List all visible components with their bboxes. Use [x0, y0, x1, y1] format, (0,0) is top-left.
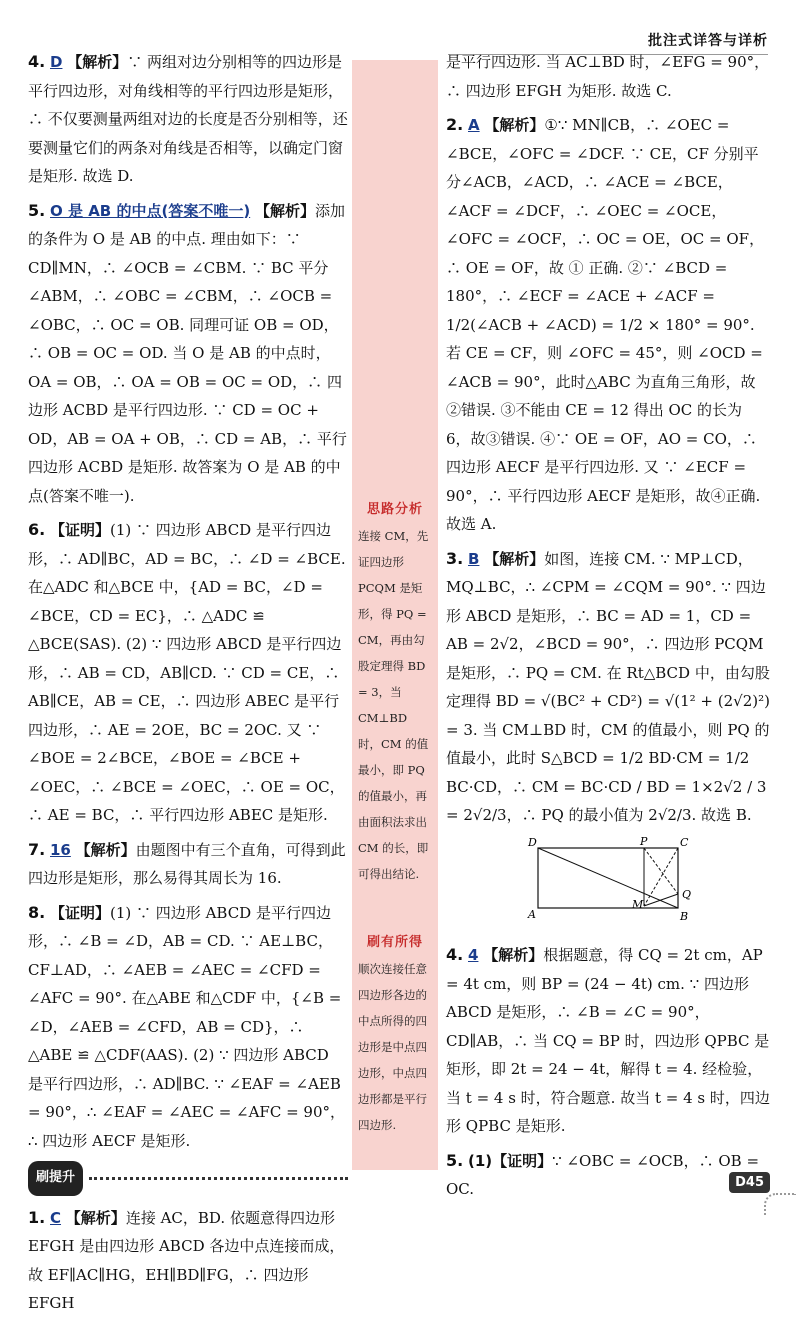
right-column	[446, 48, 770, 1210]
side-note-text: 连接 CM，先证四边形 PCQM 是矩形，得 PQ = CM，再由勾股定理得 BD = 3，当 CM⊥BD 时，CM 的值最小，即 PQ 的值最小，再由面积法求出 CM 的长，即可得出结论.	[358, 529, 429, 881]
page-number: D45	[729, 1172, 770, 1193]
question-item	[446, 1147, 770, 1204]
question-item	[446, 111, 770, 539]
corner-decoration	[764, 1193, 796, 1215]
label-C: C	[680, 835, 689, 849]
explanation-tag: 【解析】	[67, 53, 128, 71]
explanation-tag: 【解析】	[484, 549, 545, 568]
explanation-tag: 【证明】	[50, 903, 111, 922]
explanation-text: 如图，连接 CM. ∵ MP⊥CD，MQ⊥BC，∴ ∠CPM = ∠CQM = 90°. ∵ 四边形 ABCD 是矩形，∴ BC = AD = 1，CD = AB = 2√2，∠BCD = 90°，∴ 四边形 PCQM 是矩形，∴ PQ = CM. 在 Rt△BCD 中，由勾股定理得 BD = √(BC² + CD²) = √(1² + (2√2)²) = 3. 当 CM⊥BD 时，CM 的值最小，则 PQ 的值最小，此时 S△BCD = 1/2 BD·CM = 1/2 BC·CD，∴ CM = BC·CD / BD = 1×2√2 / 3 = 2√2/3，∴ PQ 的最小值为 2√2/3. 故选 B.	[446, 549, 770, 824]
question-item	[28, 197, 348, 511]
question-number: 8.	[28, 902, 46, 922]
label-P: P	[640, 835, 648, 848]
answer-choice: 16	[50, 840, 71, 859]
explanation-tag: 【解析】	[254, 201, 315, 220]
answer-choice: D	[50, 53, 63, 71]
label-M: M	[632, 897, 644, 911]
question-item	[446, 48, 770, 105]
question-item	[28, 899, 348, 1156]
explanation-text: ①∵ MN∥CB，∴ ∠OEC = ∠BCE，∠OFC = ∠DCF. ∵ CE，CF 分别平分∠ACB，∠ACD，∴ ∠ACE = ∠BCE，∠ACF = ∠DCF，∴ ∠OEC = ∠OCE，∠OFC = ∠OCF，∴ OC = OE，OC = OF，∴ OE = OF，故 ① 正确. ②∵ ∠BCD = 180°，∴ ∠ECF = ∠ACE + ∠ACF = 1/2(∠ACB + ∠ACD) = 1/2 × 180° = 90°. 若 CE = CF，则 ∠OFC = 45°，则 ∠OCD = ∠ACB = 90°，此时△ABC 为直角三角形，故②错误. ③不能由 CE = 12 得出 OC 的长为 6，故③错误. ④∵ OE = OF，AO = CO，∴ 四边形 AECF 是平行四边形. 又 ∵ ∠ECF = 90°，∴ 平行四边形 AECF 是矩形，故④正确. 故选 A.	[446, 116, 765, 533]
question-number: 7.	[28, 839, 46, 859]
explanation-text: 连接 AC，BD. 依题意得四边形 EFGH 是由四边形 ABCD 各边中点连接而成，故 EF∥AC∥HG，EH∥BD∥FG，∴ 四边形 EFGH	[28, 1208, 345, 1312]
explanation-text: 根据题意，得 CQ = 2t cm，AP = 4t cm，则 BP = (24 − 4t) cm. ∵ 四边形 ABCD 是矩形，∴ ∠B = ∠C = 90°，CD∥AB，∴ 当 CQ = BP 时，四边形 QPBC 是矩形，即 2t = 24 − 4t，解得 t = 4. 经检验，当 t = 4 s 时，符合题意. 故当 t = 4 s 时，四边形 QPBC 是矩形.	[446, 946, 770, 1135]
side-notes-strip	[352, 60, 438, 1170]
question-item	[28, 1204, 348, 1318]
question-number: 5.	[446, 1150, 464, 1170]
label-B: B	[680, 909, 689, 923]
explanation-text: (1) ∵ 四边形 ABCD 是平行四边形，∴ ∠B = ∠D，AB = CD. ∵ AE⊥BC，CF⊥AD，∴ ∠AEB = ∠AEC = ∠CFD = ∠AFC = 90°. 在△ABE 和△CDF 中，{∠B = ∠D，∠AEB = ∠CFD，AB = CD}，∴ △ABE ≌ △CDF(AAS). (2) ∵ 四边形 ABCD 是平行四边形，∴ AD∥BC. ∵ ∠EAF = ∠AEB = 90°，∴ ∠EAF = ∠AEC = ∠AFC = 90°，∴ 四边形 AECF 是矩形.	[28, 903, 346, 1150]
answer-choice: A	[468, 116, 480, 134]
explanation-text: 是平行四边形. 当 AC⊥BD 时，∠EFG = 90°，∴ 四边形 EFGH 为矩形. 故选 C.	[446, 53, 770, 100]
question-number: 3.	[446, 548, 464, 568]
question-number: 4.	[446, 945, 464, 964]
explanation-text: 由题图中有三个直角，可得到此四边形是矩形，那么易得其周长为 16.	[28, 840, 346, 887]
question-item	[28, 516, 348, 830]
section-dots	[89, 1177, 348, 1180]
explanation-text: (1) ∵ 四边形 ABCD 是平行四边形，∴ AD∥BC，AD = BC，∴ ∠D = ∠BCE. 在△ADC 和△BCE 中，{AD = BC，∠D = ∠BCE，CD = EC}，∴ △ADC ≌ △BCE(SAS). (2) ∵ 四边形 ABCD 是平行四边形，∴ AB = CD，AB∥CD. ∵ CD = CE，∴ AB∥CE，AB = CE，∴ 四边形 ABEC 是平行四边形，∴ AE = 2OE，BC = 2OC. 又 ∵ ∠BOE = 2∠BCE，∠BOE = ∠BCE + ∠OEC，∴ ∠BCE = ∠OEC，∴ OE = OC，∴ AE = BC，∴ 平行四边形 ABEC 是矩形.	[28, 521, 346, 824]
answer-choice: C	[50, 1208, 62, 1227]
explanation-tag: (1)【证明】	[468, 1151, 553, 1170]
side-note-title: 思路分析	[366, 502, 423, 517]
side-note-text: 顺次连接任意四边形各边的中点所得的四边形是中点四边形，中点四边形都是平行四边形.	[358, 962, 427, 1132]
page-header-title: 批注式详答与详析	[648, 33, 768, 49]
geometry-diagram	[526, 836, 696, 926]
section-header	[28, 1161, 348, 1196]
rectangle-figure	[526, 836, 770, 936]
answer-choice: O 是 AB 的中点(答案不唯一)	[50, 201, 251, 220]
explanation-tag: 【证明】	[50, 521, 111, 539]
question-number: 6.	[28, 520, 46, 539]
answer-choice: 4	[468, 946, 479, 964]
explanation-tag: 【解析】	[75, 840, 136, 859]
question-number: 2.	[446, 115, 464, 134]
left-column	[28, 48, 348, 1324]
explanation-text: ∵ ∠OBC = ∠OCB，∴ OB = OC.	[446, 1151, 760, 1198]
question-item	[28, 836, 348, 893]
question-item	[446, 545, 770, 830]
question-number: 1.	[28, 1207, 46, 1227]
explanation-tag: 【解析】	[484, 116, 545, 134]
question-number: 4.	[28, 52, 46, 71]
side-note-analysis	[358, 498, 432, 887]
question-item	[446, 941, 770, 1141]
explanation-text: 添加的条件为 O 是 AB 的中点. 理由如下：∵ CD∥MN，∴ ∠OCB = ∠CBM. ∵ BC 平分∠ABM，∴ ∠OBC = ∠CBM，∴ ∠OCB = ∠OBC，∴ OC = OB. 同理可证 OB = OD，∴ OB = OC = OD. 当 O 是 AB 的中点时，OA = OB，∴ OA = OB = OC = OD，∴ 四边形 ACBD 是平行四边形. ∵ CD = OC + OD，AB = OA + OB，∴ CD = AB，∴ 平行四边形 ACBD 是矩形. 故答案为 O 是 AB 的中点(答案不唯一).	[28, 201, 347, 505]
section-badge: 刷提升	[28, 1161, 83, 1196]
side-note-title: 刷有所得	[366, 935, 423, 950]
side-note-gains	[358, 931, 432, 1138]
explanation-tag: 【解析】	[65, 1208, 126, 1227]
question-number: 5.	[28, 200, 46, 220]
label-D: D	[528, 835, 537, 849]
explanation-text: ∵ 两组对边分别相等的四边形是平行四边形，对角线相等的平行四边形是矩形，∴ 不仅要测量两组对边的长度是否分别相等，还要测量它们的两条对角线是否相等，以确定门窗是矩形. 故选 D.	[28, 53, 348, 185]
label-A: A	[528, 907, 536, 921]
label-Q: Q	[682, 887, 692, 901]
answer-choice: B	[468, 549, 480, 568]
explanation-tag: 【解析】	[483, 946, 544, 964]
question-item	[28, 48, 348, 191]
